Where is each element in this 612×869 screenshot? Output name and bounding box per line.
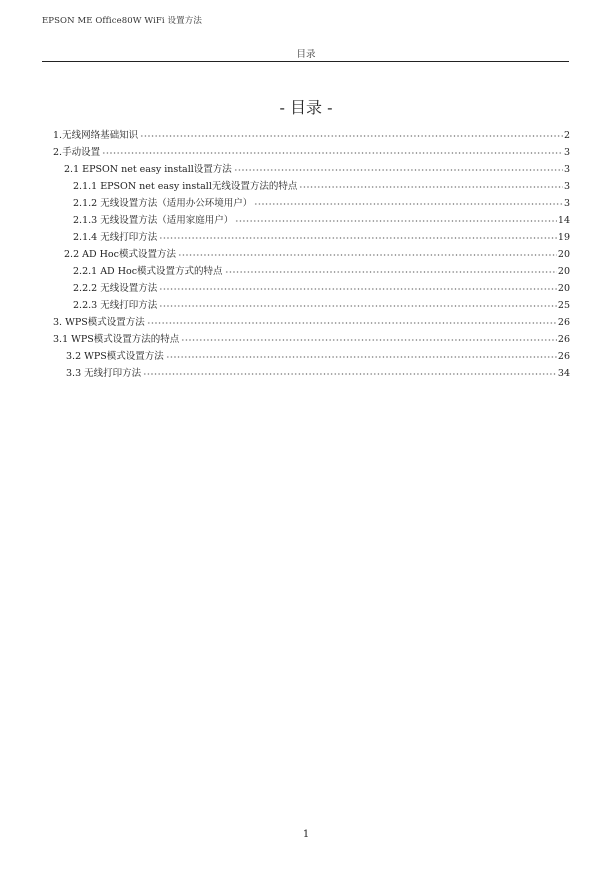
toc-entry[interactable] [73,178,570,195]
toc-entry-label: 3.1 WPS模式设置方法的特点 [53,334,180,345]
toc-entry[interactable] [53,127,570,144]
dot-leader [225,267,557,276]
toc-entry[interactable] [73,195,570,212]
toc-entry-page: 26 [557,317,570,328]
dot-leader [178,250,557,259]
toc-entry-page: 20 [557,266,570,277]
page-number: 1 [302,829,310,840]
toc-entry-page: 20 [557,283,570,294]
toc-entry[interactable] [73,297,570,314]
toc-entry-page: 14 [557,215,570,226]
toc-entry[interactable] [66,348,570,365]
toc-entry[interactable] [64,161,570,178]
toc-heading: - 目录 - [279,98,333,117]
toc-entry-page: 34 [557,368,570,379]
toc-entry-label: 2.1 EPSON net easy install设置方法 [64,164,232,175]
dot-leader [159,284,557,293]
dot-leader [166,352,557,361]
dot-leader [102,148,563,157]
toc-entry-label: 3.2 WPS模式设置方法 [66,351,164,362]
toc-entry-page: 2 [563,130,570,141]
dot-leader [234,165,563,174]
dot-leader [140,131,563,140]
toc-entry-page: 3 [563,198,570,209]
toc-entry[interactable] [73,263,570,280]
toc-entry-label: 2.2.1 AD Hoc模式设置方式的特点 [73,266,223,277]
toc-entry[interactable] [53,314,570,331]
toc-entry[interactable] [53,144,570,161]
dot-leader [235,216,557,225]
toc-entry[interactable] [53,331,570,348]
dot-leader [147,318,557,327]
toc-entry-page: 26 [557,334,570,345]
running-section-title: 目录 [296,49,316,60]
toc-entry-label: 2.2.3 无线打印方法 [73,300,158,311]
toc-entry-page: 19 [557,232,570,243]
dot-leader [159,233,557,242]
toc-entry[interactable] [64,246,570,263]
toc-entry-page: 3 [563,181,570,192]
toc-entry-label: 3.3 无线打印方法 [66,368,142,379]
toc-entry-label: 3. WPS模式设置方法 [53,317,145,328]
dot-leader [254,199,563,208]
toc-entry-page: 20 [557,249,570,260]
dot-leader [181,335,557,344]
toc-entry[interactable] [73,229,570,246]
dot-leader [299,182,563,191]
toc-entry-label: 2.1.1 EPSON net easy install无线设置方法的特点 [73,181,298,192]
document-header-title: EPSON ME Office80W WiFi 设置方法 [42,16,202,26]
toc-entry-label: 1.无线网络基础知识 [53,130,139,141]
toc-entry-label: 2.1.3 无线设置方法（适用家庭用户） [73,215,234,226]
toc-entry-label: 2.1.4 无线打印方法 [73,232,158,243]
toc-entry-label: 2.1.2 无线设置方法（适用办公环境用户） [73,198,253,209]
toc-entry-page: 26 [557,351,570,362]
dot-leader [159,301,557,310]
toc-entry-label: 2.手动设置 [53,147,101,158]
toc-entry-page: 25 [557,300,570,311]
toc-entry-page: 3 [563,147,570,158]
toc-entry[interactable] [66,365,570,382]
toc-entry-label: 2.2 AD Hoc模式设置方法 [64,249,176,260]
toc-entry[interactable] [73,212,570,229]
toc-entry-label: 2.2.2 无线设置方法 [73,283,158,294]
header-divider [42,61,569,62]
dot-leader [143,369,557,378]
toc-entry-page: 3 [563,164,570,175]
toc-entry[interactable] [73,280,570,297]
